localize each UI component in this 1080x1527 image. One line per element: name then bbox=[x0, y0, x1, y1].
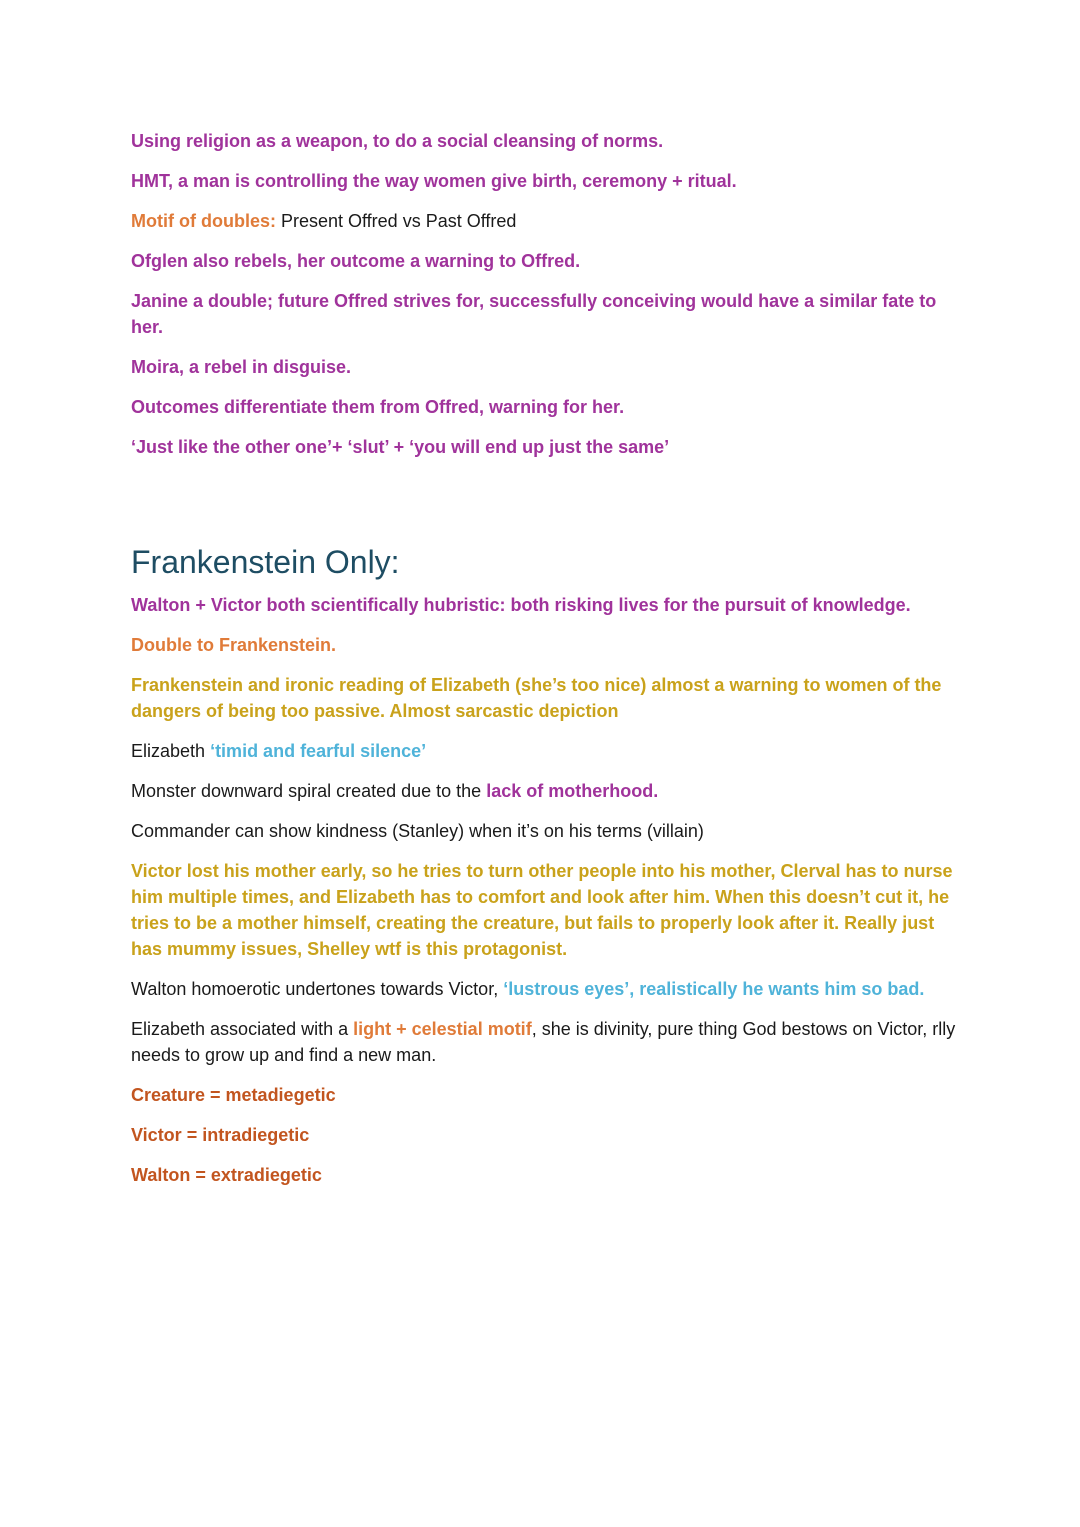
elizabeth-label: Elizabeth bbox=[131, 741, 211, 761]
note-commander: Commander can show kindness (Stanley) when it’s on his terms (villain) bbox=[131, 821, 704, 841]
note-double-frankenstein: Double to Frankenstein. bbox=[131, 635, 337, 655]
note-elizabeth-quote bbox=[131, 738, 961, 764]
note-moira: Moira, a rebel in disguise. bbox=[131, 357, 352, 377]
note-monster bbox=[131, 778, 961, 804]
note-elizabeth-light bbox=[131, 1016, 961, 1068]
note-janine: Janine a double; future Offred strives for, successfully conceiving would have a similar fate to her. bbox=[131, 291, 937, 337]
note-outcomes: Outcomes differentiate them from Offred, warning for her. bbox=[131, 397, 625, 417]
eliz-light-highlight: light + celestial motif bbox=[353, 1019, 532, 1039]
note-walton: Walton = extradiegetic bbox=[131, 1165, 322, 1185]
note-creature: Creature = metadiegetic bbox=[131, 1085, 336, 1105]
note-quote: ‘Just like the other one’+ ‘slut’ + ‘you will end up just the same’ bbox=[131, 437, 670, 457]
motif-doubles-label: Motif of doubles: bbox=[131, 211, 276, 231]
monster-text: Monster downward spiral created due to the bbox=[131, 781, 487, 801]
note-religion: Using religion as a weapon, to do a social cleansing of norms. bbox=[131, 131, 664, 151]
eliz-light-post: , she is divinity, pure thing God bestows on Victor, rlly needs to grow up and find a new man. bbox=[131, 1019, 956, 1065]
note-ironic-reading: Frankenstein and ironic reading of Elizabeth (she’s too nice) almost a warning to women of the dangers of being too passive. Almost sarcastic depiction bbox=[131, 675, 942, 721]
monster-highlight: lack of motherhood. bbox=[486, 781, 659, 801]
eliz-light-pre: Elizabeth associated with a bbox=[131, 1019, 354, 1039]
note-walton-victor: Walton + Victor both scientifically hubristic: both risking lives for the pursuit of knowledge. bbox=[131, 595, 911, 615]
section-heading-frankenstein: Frankenstein Only: bbox=[131, 544, 400, 580]
elizabeth-quote: ‘timid and fearful silence’ bbox=[210, 741, 427, 761]
note-victor-mother: Victor lost his mother early, so he tries to turn other people into his mother, Clerval has to nurse him multiple times, and Elizabeth has to comfort and look after him. When this doesn’t cut it, he tries to be a mother himself, creating the creature, but fails to properly look after it. Really just has mummy issues, Shelley wtf is this protagonist. bbox=[131, 861, 953, 959]
motif-doubles-text: Present Offred vs Past Offred bbox=[275, 211, 517, 231]
note-hmt: HMT, a man is controlling the way women give birth, ceremony + ritual. bbox=[131, 171, 737, 191]
walton-homoerotic-text: Walton homoerotic undertones towards Victor, bbox=[131, 979, 504, 999]
note-victor: Victor = intradiegetic bbox=[131, 1125, 310, 1145]
walton-homoerotic-highlight: ‘lustrous eyes’, realistically he wants him so bad. bbox=[503, 979, 925, 999]
note-motif-doubles bbox=[131, 208, 961, 234]
note-ofglen: Ofglen also rebels, her outcome a warning to Offred. bbox=[131, 251, 581, 271]
note-walton-homoerotic bbox=[131, 976, 961, 1002]
notes-page bbox=[131, 128, 961, 1202]
